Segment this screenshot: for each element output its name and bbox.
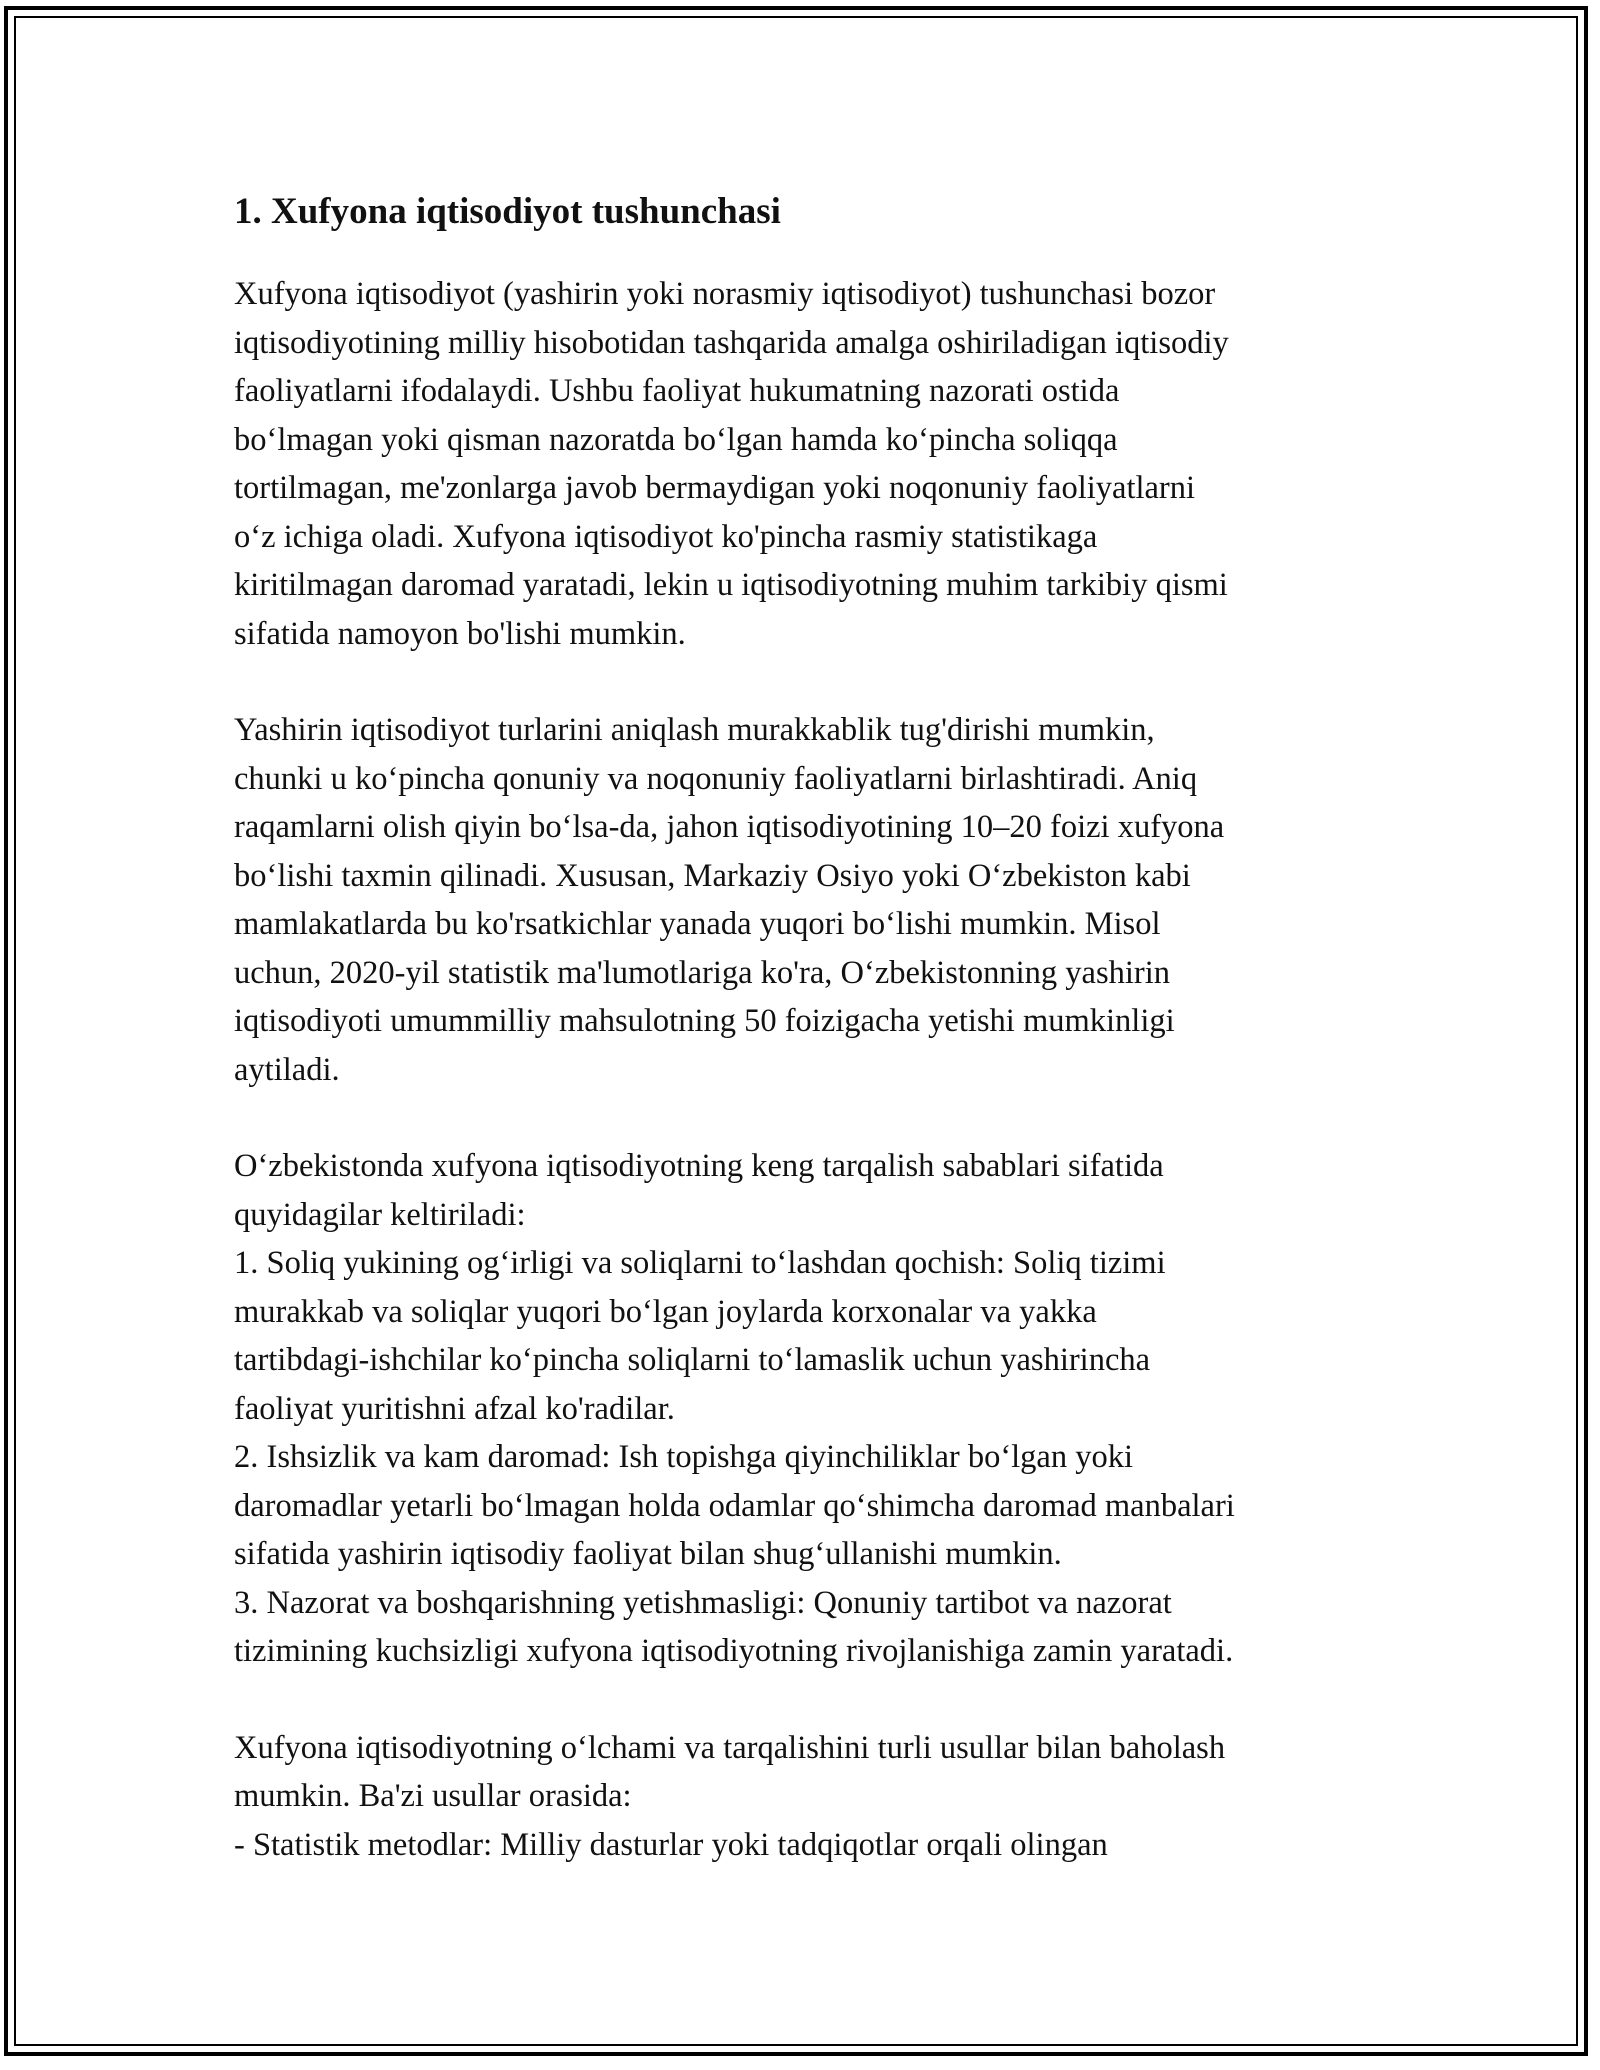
methods-section	[234, 1724, 1384, 1870]
paragraph-types: Yashirin iqtisodiyot turlarini aniqlash murakkablik tug'dirishi mumkin, chunki u ko‘pincha qonuniy va noqonuniy faoliyatlarni birlashtiradi. Aniq raqamlarni olish qiyin bo‘lsa-da, jahon iqtisodiyotining 10–20 foizi xufyona bo‘lishi taxmin qilinadi. Xususan, Markaziy Osiyo yoki O‘zbekiston kabi mamlakatlarda bu ko'rsatkichlar yanada yuqori bo‘lishi mumkin. Misol uchun, 2020-yil statistik ma'lumotlariga ko'ra, O‘zbekistonning yashirin iqtisodiyoti umummilliy mahsulotning 50 foizigacha yetishi mumkinligi aytiladi.	[234, 712, 1225, 1088]
causes-section	[234, 1142, 1384, 1676]
cause-item: 2. Ishsizlik va kam daromad: Ish topishga qiyinchiliklar bo‘lgan yoki daromadlar yetarli bo‘lmagan holda odamlar qo‘shimcha daromad manbalari sifatida yashirin iqtisodiy faoliyat bilan shug‘ullanishi mumkin.	[234, 1439, 1235, 1572]
method-item: - Statistik metodlar: Milliy dasturlar yoki tadqiqotlar orqali olingan	[234, 1826, 1108, 1863]
methods-intro: Xufyona iqtisodiyotning o‘lchami va tarqalishini turli usullar bilan baholash mumkin. Ba'zi usullar orasida:	[234, 1729, 1226, 1814]
cause-item: 1. Soliq yukining og‘irligi va soliqlarni to‘lashdan qochish: Soliq tizimi murakkab va soliqlar yuqori bo‘lgan joylarda korxonalar va yakka tartibdagi-ishchilar ko‘pincha soliqlarni to‘lamaslik uchun yashirincha faoliyat yuritishni afzal ko'radilar.	[234, 1245, 1166, 1427]
document-body	[234, 188, 1384, 1917]
paragraph-definition: Xufyona iqtisodiyot (yashirin yoki norasmiy iqtisodiyot) tushunchasi bozor iqtisodiyotining milliy hisobotidan tashqarida amalga oshiriladigan iqtisodiy faoliyatlarni ifodalaydi. Ushbu faoliyat hukumatning nazorati ostida bo‘lmagan yoki qisman nazoratda bo‘lgan hamda ko‘pincha soliqqa tortilmagan, me'zonlarga javob bermaydigan yoki noqonuniy faoliyatlarni o‘z ichiga oladi. Xufyona iqtisodiyot ko'pincha rasmiy statistikaga kiritilmagan daromad yaratadi, lekin u iqtisodiyotning muhim tarkibiy qismi sifatida namoyon bo'lishi mumkin.	[234, 276, 1229, 652]
cause-item: 3. Nazorat va boshqarishning yetishmasligi: Qonuniy tartibot va nazorat tizimining kuchsizligi xufyona iqtisodiyotning rivojlanishiga zamin yaratadi.	[234, 1584, 1234, 1669]
causes-intro: O‘zbekistonda xufyona iqtisodiyotning keng tarqalish sabablari sifatida quyidagilar keltiriladi:	[234, 1148, 1164, 1233]
section-heading: 1. Xufyona iqtisodiyot tushunchasi	[234, 191, 781, 232]
